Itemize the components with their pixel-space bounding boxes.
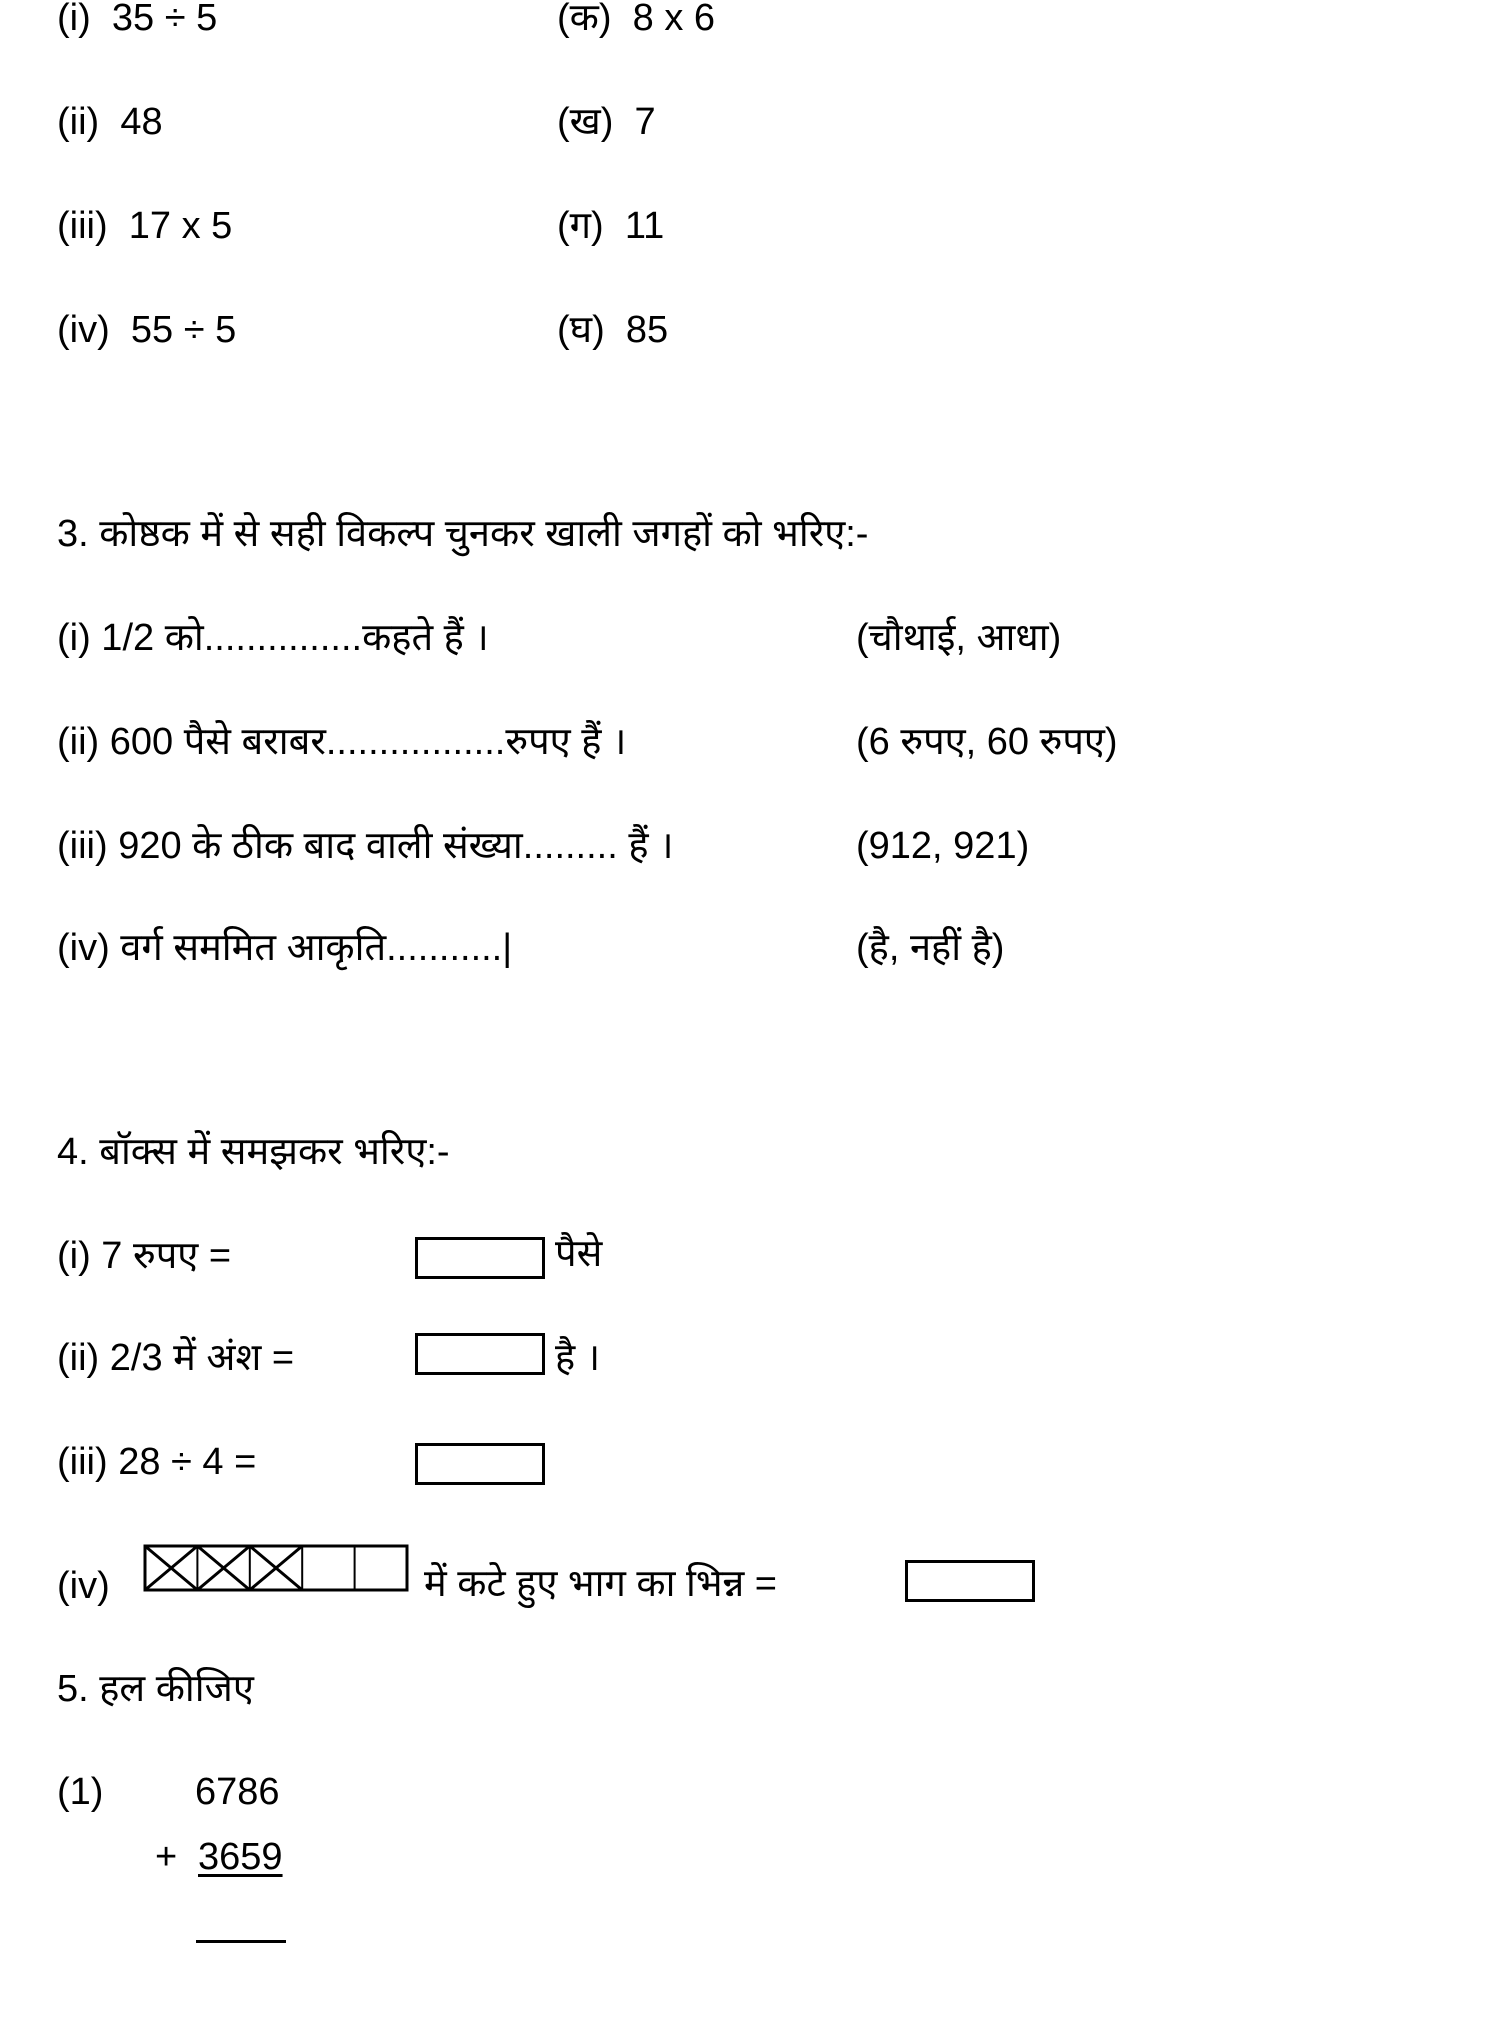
match-left-expr: 17 x 5 xyxy=(128,205,233,247)
problem-label: (1) xyxy=(57,1771,104,1813)
section5-heading: 5. हल कीजिए xyxy=(57,1668,254,1710)
section4-heading: 4. बॉक्स में समझकर भरिए:- xyxy=(57,1131,450,1173)
section3-options-1: (चौथाई, आधा) xyxy=(856,617,1062,659)
section4-suffix-1: पैसे xyxy=(555,1233,603,1275)
answer-box-4[interactable] xyxy=(905,1560,1035,1602)
match-right-label: (घ) xyxy=(557,309,605,351)
match-right-expr: 85 xyxy=(625,309,669,351)
match-right-2 xyxy=(557,100,656,144)
section3-options-2: (6 रुपए, 60 रुपए) xyxy=(856,721,1118,763)
match-left-label: (i) xyxy=(57,0,91,39)
answer-box-1[interactable] xyxy=(415,1237,545,1279)
section3-item-4: (iv) वर्ग सममित आकृति...........| xyxy=(57,927,513,969)
match-left-expr: 55 ÷ 5 xyxy=(130,309,237,351)
section4-item-3: (iii) 28 ÷ 4 = xyxy=(57,1441,257,1483)
match-left-1 xyxy=(57,0,217,40)
fraction-strip-icon xyxy=(143,1542,411,1598)
match-left-label: (iv) xyxy=(57,309,110,351)
match-right-expr: 8 x 6 xyxy=(632,0,716,39)
section4-suffix-4: में कटे हुए भाग का भिन्न = xyxy=(424,1563,777,1605)
match-left-2 xyxy=(57,100,163,144)
section4-suffix-2: है । xyxy=(555,1337,601,1379)
answer-box-3[interactable] xyxy=(415,1443,545,1485)
match-right-label: (क) xyxy=(557,0,612,39)
problem-bottom-number: 3659 xyxy=(198,1836,283,1878)
match-right-3 xyxy=(557,204,664,248)
problem-operator: + xyxy=(155,1836,178,1878)
match-left-3 xyxy=(57,204,232,248)
section3-options-3: (912, 921) xyxy=(856,825,1030,867)
answer-box-2[interactable] xyxy=(415,1333,545,1375)
match-left-label: (iii) xyxy=(57,205,108,247)
answer-line[interactable] xyxy=(196,1940,286,1943)
section4-item-1: (i) 7 रुपए = xyxy=(57,1235,232,1277)
section3-item-2: (ii) 600 पैसे बराबर.................रुपए हैं । xyxy=(57,721,627,763)
section4-item-2: (ii) 2/3 में अंश = xyxy=(57,1337,295,1379)
match-left-expr: 48 xyxy=(120,101,163,143)
match-right-1 xyxy=(557,0,715,40)
match-right-4 xyxy=(557,308,668,352)
match-left-label: (ii) xyxy=(57,101,100,143)
match-left-expr: 35 ÷ 5 xyxy=(111,0,218,39)
section4-item-4: (iv) xyxy=(57,1565,110,1607)
match-right-expr: 7 xyxy=(634,101,656,143)
section3-options-4: (है, नहीं है) xyxy=(856,927,1005,969)
match-right-label: (ग) xyxy=(557,205,604,247)
match-right-label: (ख) xyxy=(557,101,614,143)
match-left-4 xyxy=(57,308,236,352)
match-right-expr: 11 xyxy=(624,205,665,247)
section3-item-3: (iii) 920 के ठीक बाद वाली संख्या......... हैं । xyxy=(57,825,674,867)
section3-item-1: (i) 1/2 को...............कहते हैं । xyxy=(57,617,489,659)
problem-top-number: 6786 xyxy=(195,1771,280,1813)
section3-heading: 3. कोष्ठक में से सही विकल्प चुनकर खाली जगहों को भरिए:- xyxy=(57,513,869,555)
